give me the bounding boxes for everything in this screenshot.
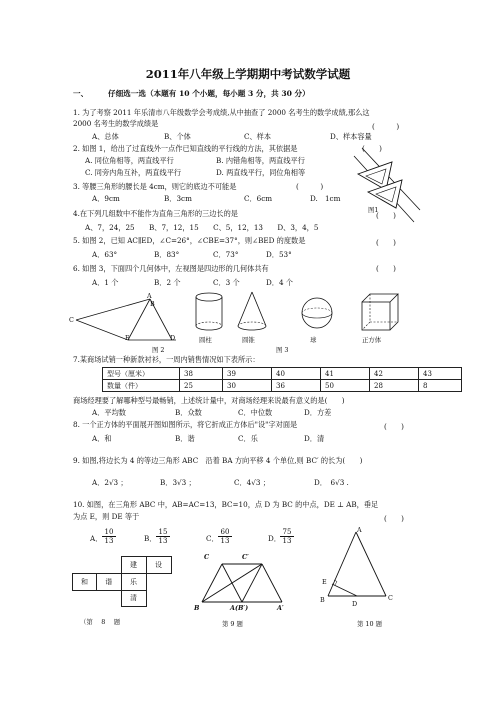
figure-9-point-a-b-prime: A(B′) — [230, 604, 249, 612]
q10-option-c-fraction — [218, 528, 232, 545]
figure-2-label: 图 2 — [152, 346, 165, 354]
q3-option-d: D. 1cm — [310, 194, 341, 203]
figure-9-triangles — [198, 560, 288, 610]
q6-answer-paren: ( ) — [376, 264, 396, 273]
table-cell: 42 — [370, 368, 419, 380]
sphere-shape — [300, 296, 334, 330]
q6-option-b: B．2 个 — [154, 278, 181, 287]
table-cell: 41 — [321, 368, 370, 380]
figure-10-point-a: A — [357, 526, 362, 534]
net-cell: 清 — [121, 590, 146, 607]
figure-9-point-b: B — [194, 604, 200, 612]
table-cell: 30 — [223, 380, 272, 392]
q9-option-d: D． 6√3 . — [314, 478, 349, 487]
q9-option-b: B．3√3 ； — [160, 478, 196, 487]
table-cell: 43 — [419, 368, 462, 380]
table-cell: 39 — [223, 368, 272, 380]
figure-2-point-e: E — [125, 334, 130, 342]
q10-option-d-fraction — [280, 528, 294, 545]
q4-options: A、7，24，25 B、7，12，15 C、5，12，13 D、3，4，5 — [85, 223, 319, 232]
cube-net — [72, 556, 172, 607]
q2-option-a: A. 同位角相等，两直线平行 — [85, 156, 174, 165]
q1-option-a: A、总体 — [92, 132, 119, 141]
q10-text-line2: 为点 E，则 DE 等于 — [73, 512, 140, 521]
q8-option-a: A．和 — [92, 434, 112, 443]
q6-option-c: C．3 个 — [213, 278, 240, 287]
q2-option-c: C. 同旁内角互补，两直线平行 — [85, 168, 182, 177]
q8-figure-caption: （第 8 题 — [80, 618, 121, 626]
q7-text: 7.某商场试销一种新款衬衫，一周内销售情况如下表所示： — [73, 355, 260, 364]
section-heading: 仔细选一选（本题有 10 个小题，每小题 3 分，共 30 分） — [108, 89, 310, 98]
figure-10-point-e: E — [322, 578, 327, 586]
q7-text-line2: 商场经理要了解哪种型号最畅销，上述统计量中，对商场经理来说最有意义的是( ) — [73, 396, 345, 405]
q10-option-b-fraction — [156, 528, 170, 545]
q9-option-c: C．4√3 ； — [234, 478, 270, 487]
table-cell: 25 — [180, 380, 223, 392]
table-cell: 40 — [272, 368, 321, 380]
cube-shape — [360, 292, 400, 332]
table-cell: 8 — [419, 380, 462, 392]
fraction-numerator: 75 — [282, 528, 292, 536]
figure-2-point-c: C — [69, 316, 74, 324]
q5-option-a: A．63° — [92, 250, 118, 259]
figure-1-label: 图1 — [368, 206, 379, 214]
figure-2-point-b: B — [150, 300, 155, 308]
table-cell: 38 — [180, 368, 223, 380]
q6-option-a: A．1 个 — [92, 278, 119, 287]
q8-answer-paren: ( ) — [384, 422, 404, 431]
fraction-numerator: 10 — [104, 528, 114, 536]
q9-text: 9. 如图,将边长为 4 的等边三角形 ABC 沿着 BA 方向平移 4 个单位,则 BC′ 的长为( ) — [73, 456, 363, 465]
q2-option-b: B. 内错角相等，两直线平行 — [216, 156, 305, 165]
cylinder-shape — [194, 292, 224, 332]
figure-10-triangle — [322, 528, 392, 602]
q10-text-line1: 10. 如图，在三角形 ABC 中，AB=AC=13，BC=10，点 D 为 BC 的中点，DE ⊥ AB，垂足 — [73, 500, 379, 509]
q10-answer-paren: ( ) — [384, 514, 404, 523]
figure-10-point-d: D — [352, 600, 358, 608]
q1-text-line1: 1. 为了考察 2011 年乐清市八年级数学会考成绩,从中抽查了 2000 名考生的数学成绩,那么这 — [73, 108, 370, 117]
net-cell: 建 — [121, 557, 146, 574]
q8-option-c: C．乐 — [238, 434, 258, 443]
q10-figure-caption: 第 10 题 — [357, 620, 382, 628]
fraction-numerator: 15 — [158, 528, 168, 536]
net-cell: 谐 — [97, 573, 122, 590]
table-cell: 50 — [321, 380, 370, 392]
q7-sales-table — [102, 367, 462, 392]
table-header-row — [103, 368, 462, 380]
table-cell: 数量（件） — [103, 380, 180, 392]
q7-option-a: A．平均数 — [92, 408, 126, 417]
net-cell: 设 — [146, 557, 171, 574]
q10-option-a-fraction — [102, 528, 116, 545]
figure-2-point-d: D — [170, 334, 176, 342]
q4-text: 4.在下列几组数中不能作为直角三角形的三边长的是 — [73, 209, 238, 218]
table-cell: 28 — [370, 380, 419, 392]
fraction-denominator: 13 — [102, 536, 116, 545]
cone-shape — [236, 290, 268, 332]
q10-option-b-label: B． — [144, 534, 157, 543]
q3-option-a: A．9cm — [92, 194, 120, 203]
q5-option-b: B．83° — [154, 250, 180, 259]
figure-9-point-c: C — [204, 553, 210, 561]
solid-label-cone: 圆锥 — [242, 336, 255, 344]
net-cell: 和 — [73, 573, 97, 590]
solid-label-cylinder: 圆柱 — [199, 336, 212, 344]
fraction-numerator: 60 — [220, 528, 230, 536]
q8-text: 8. 一个正方体的平面展开图如图所示，将它折成正方体后"设"字对面是 — [73, 420, 298, 429]
figure-10-point-c: C — [388, 594, 393, 602]
q3-option-b: B．3cm — [164, 194, 192, 203]
q3-text: 3. 等腰三角形的腰长是 4cm，则它的底边不可能是 — [73, 182, 237, 191]
q5-answer-paren: ( ) — [376, 238, 396, 247]
q10-option-a-label: A． — [90, 534, 103, 543]
q1-option-d: D、样本容量 — [330, 132, 372, 141]
net-cell: 乐 — [121, 573, 146, 590]
q10-option-d-label: D． — [268, 534, 281, 543]
q1-text-line2: 2000 名考生的数学成绩是 — [73, 119, 159, 128]
q8-option-d: D．清 — [304, 434, 325, 443]
solid-label-sphere: 球 — [310, 336, 317, 344]
q6-text: 6. 如图 3，下面四个几何体中，左视图是四边形的几何体共有 — [73, 264, 269, 273]
figure-9-point-a-prime: A′ — [277, 604, 284, 612]
q10-option-c-label: C． — [206, 534, 219, 543]
figure-2-point-a: A — [147, 292, 152, 300]
q1-option-b: B、个体 — [164, 132, 191, 141]
q3-option-c: C．6cm — [244, 194, 273, 203]
q8-option-b: B．谐 — [175, 434, 195, 443]
figure-3-label: 图 3 — [276, 346, 289, 354]
q9-figure-caption: 第 9 题 — [222, 620, 243, 628]
q5-text: 5. 如图 2，已知 AC∥ED，∠C=26°，∠CBE=37°，则∠BED 的度数是 — [73, 236, 306, 245]
fraction-denominator: 13 — [156, 536, 170, 545]
q2-text: 2. 如图 1，给出了过直线外一点作已知直线的平行线的方法，其依据是 — [73, 144, 298, 153]
q4-answer-paren: ( ) — [376, 211, 396, 220]
table-cell: 36 — [272, 380, 321, 392]
q2-answer-paren: ( ) — [362, 144, 382, 153]
section-number: 一、 — [73, 89, 89, 98]
fraction-denominator: 13 — [280, 536, 294, 545]
q5-option-d: D．53° — [266, 250, 292, 259]
solid-label-cube: 正方体 — [362, 336, 382, 344]
figure-10-point-b: B — [320, 596, 325, 604]
figure-2-diagram — [72, 292, 182, 352]
q1-answer-paren: ( ) — [372, 122, 400, 131]
q3-answer-paren: ( ) — [296, 182, 324, 191]
q7-option-b: B．众数 — [175, 408, 202, 417]
q2-option-d: D. 两直线平行，同位角相等 — [216, 168, 306, 177]
q6-option-d: D．4 个 — [266, 278, 293, 287]
q5-option-c: C．73° — [213, 250, 239, 259]
q1-option-c: C、样本 — [244, 132, 272, 141]
q7-option-c: C．中位数 — [238, 408, 273, 417]
fraction-denominator: 13 — [218, 536, 232, 545]
figure-9-point-c-prime: C′ — [242, 553, 249, 561]
table-cell: 型号（厘米） — [103, 368, 180, 380]
q9-option-a: A．2√3 ； — [92, 478, 128, 487]
table-row — [103, 380, 462, 392]
q7-option-d: D．方差 — [304, 408, 332, 417]
exam-title: 2011年八年级上学期期中考试数学试题 — [145, 67, 351, 81]
